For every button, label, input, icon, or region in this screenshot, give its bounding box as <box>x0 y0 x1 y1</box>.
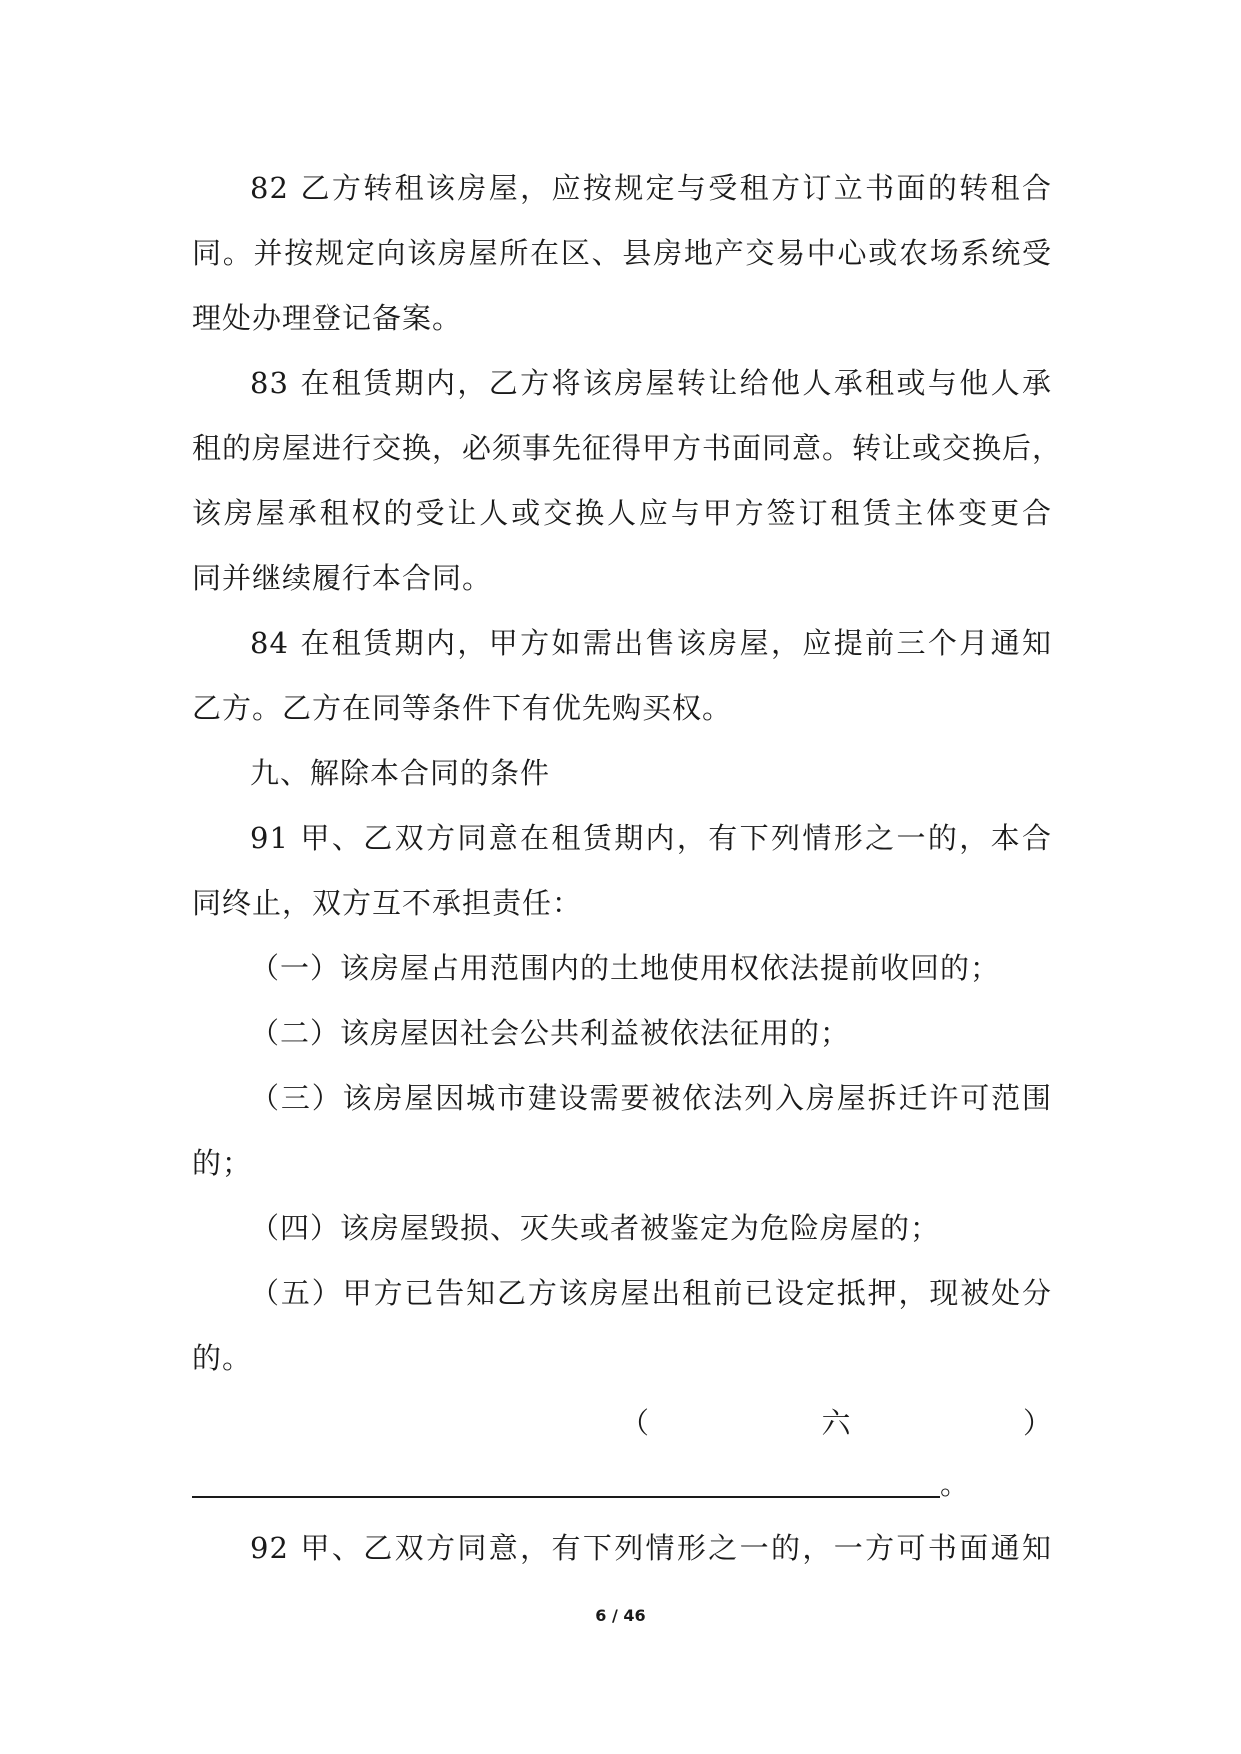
fill-in-blank <box>192 1464 969 1504</box>
blank-end-mark: 。 <box>940 1467 970 1501</box>
paragraph-line: 该房屋承租权的受让人或交换人应与甲方签订租赁主体变更合 <box>192 496 1052 530</box>
list-item-continuation: 的。 <box>192 1341 253 1375</box>
paragraph-line: 乙方。乙方在同等条件下有优先购买权。 <box>192 691 733 725</box>
paragraph-line: 84 在租赁期内，甲方如需出售该房屋，应提前三个月通知 <box>250 626 1052 660</box>
section-heading: 九、解除本合同的条件 <box>250 756 551 790</box>
open-paren: （ <box>620 1406 650 1440</box>
paragraph-line: 租的房屋进行交换，必须事先征得甲方书面同意。转让或交换后， <box>192 431 1063 465</box>
list-item: （四）该房屋毁损、灭失或者被鉴定为危险房屋的； <box>250 1211 941 1245</box>
blank-item-label: 六 <box>821 1406 851 1440</box>
list-item: （一）该房屋占用范围内的土地使用权依法提前收回的； <box>250 951 1001 985</box>
paragraph-line: 理处办理登记备案。 <box>192 301 463 335</box>
list-item: （三）该房屋因城市建设需要被依法列入房屋拆迁许可范围 <box>250 1081 1052 1115</box>
list-item: （二）该房屋因社会公共利益被依法征用的； <box>250 1016 851 1050</box>
list-item-continuation: 的； <box>192 1146 253 1180</box>
paragraph-line: 91 甲、乙双方同意在租赁期内，有下列情形之一的，本合 <box>250 821 1052 855</box>
paragraph-line: 83 在租赁期内，乙方将该房屋转让给他人承租或与他人承 <box>250 366 1052 400</box>
paragraph-line: 同。并按规定向该房屋所在区、县房地产交易中心或农场系统受 <box>192 236 1052 270</box>
paragraph-line: 82 乙方转租该房屋，应按规定与受租方订立书面的转租合 <box>250 171 1052 205</box>
blank-item-heading <box>620 1403 1052 1443</box>
paragraph-line: 92 甲、乙双方同意，有下列情形之一的，一方可书面通知 <box>250 1531 1052 1565</box>
paragraph-line: 同并继续履行本合同。 <box>192 561 493 595</box>
blank-underline <box>192 1468 940 1498</box>
close-paren: ） <box>1022 1406 1052 1440</box>
page-number: 6 / 46 <box>595 1606 646 1625</box>
paragraph-line: 同终止，双方互不承担责任： <box>192 886 583 920</box>
list-item: （五）甲方已告知乙方该房屋出租前已设定抵押，现被处分 <box>250 1276 1052 1310</box>
